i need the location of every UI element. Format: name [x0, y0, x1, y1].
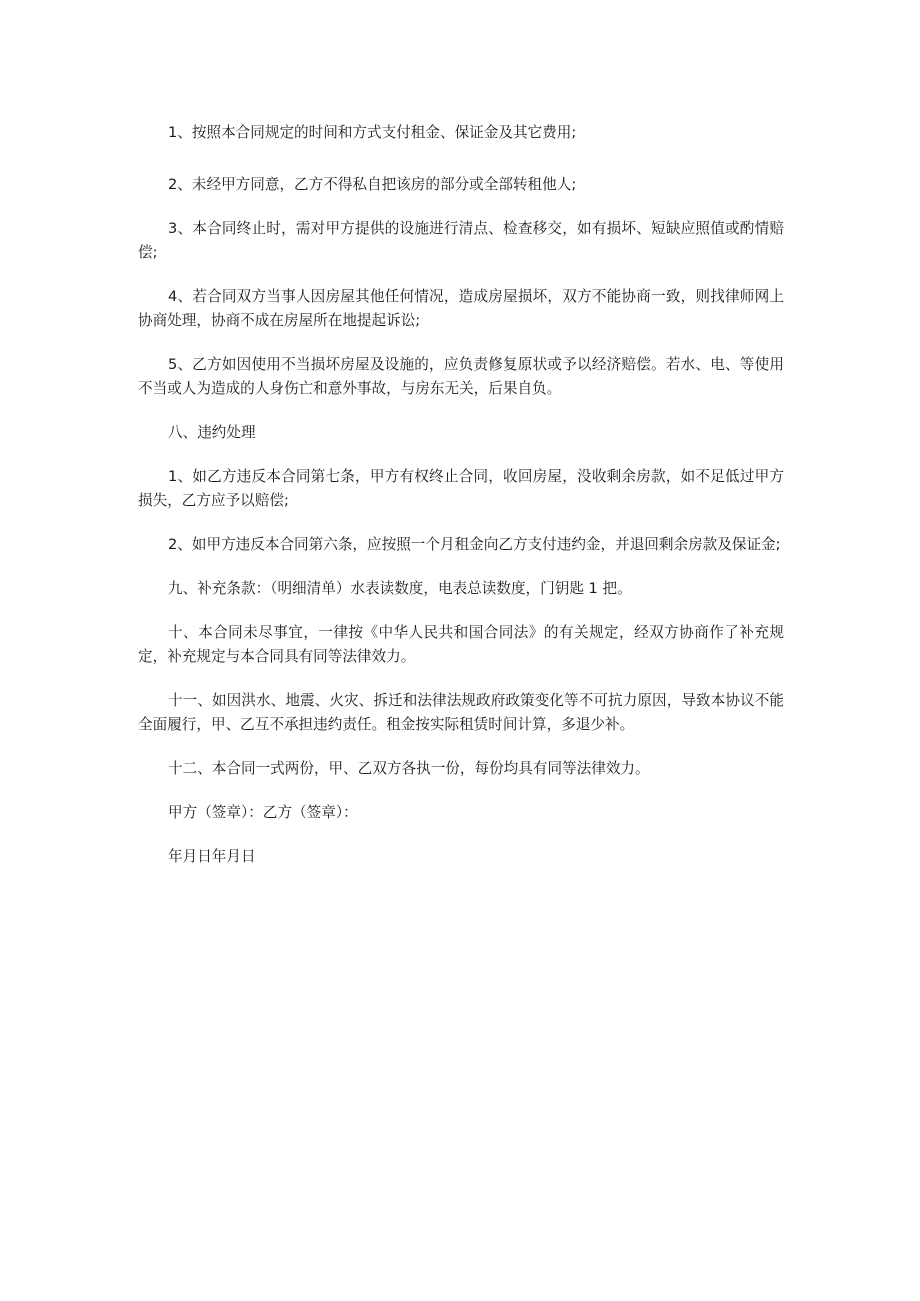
clause-dispute: 4、若合同双方当事人因房屋其他任何情况，造成房屋损坏，双方不能协商一致，则找律师网上协商处理，协商不成在房屋所在地提起诉讼;	[138, 288, 784, 329]
clause-payment: 1、按照本合同规定的时间和方式支付租金、保证金及其它费用;	[168, 124, 577, 141]
supplementary-terms: 九、补充条款：（明细清单）水表读数度，电表总读数度，门钥匙 1 把。	[168, 580, 632, 597]
clause-handover: 3、本合同终止时，需对甲方提供的设施进行清点、检查移交，如有损坏、短缺应照值或酌情赔偿;	[138, 220, 784, 261]
clause-damage: 5、乙方如因使用不当损坏房屋及设施的，应负责修复原状或予以经济赔偿。若水、电、等使用不当或人为造成的人身伤亡和意外事故，与房东无关，后果自负。	[138, 356, 784, 397]
clause-no-sublet: 2、未经甲方同意，乙方不得私自把该房的部分或全部转租他人;	[168, 176, 577, 193]
contract-body	[138, 121, 784, 889]
clause-unresolved-matters: 十、本合同未尽事宜，一律按《中华人民共和国合同法》的有关规定，经双方协商作了补充规定，补充规定与本合同具有同等法律效力。	[138, 624, 784, 665]
breach-clause-tenant: 1、如乙方违反本合同第七条，甲方有权终止合同，收回房屋，没收剩余房款，如不足低过甲方损失，乙方应予以赔偿;	[138, 468, 784, 509]
clause-copies: 十二、本合同一式两份，甲、乙双方各执一份，每份均具有同等法律效力。	[168, 760, 650, 777]
clause-force-majeure: 十一、如因洪水、地震、火灾、拆迁和法律法规政府政策变化等不可抗力原因，导致本协议不能全面履行，甲、乙互不承担违约责任。租金按实际租赁时间计算，多退少补。	[138, 692, 784, 733]
signature-line: 甲方（签章）：乙方（签章）：	[168, 804, 358, 821]
date-line: 年月日年月日	[168, 848, 256, 865]
section-heading-breach: 八、违约处理	[168, 424, 256, 441]
breach-clause-landlord: 2、如甲方违反本合同第六条，应按照一个月租金向乙方支付违约金，并退回剩余房款及保证金;	[168, 536, 781, 553]
